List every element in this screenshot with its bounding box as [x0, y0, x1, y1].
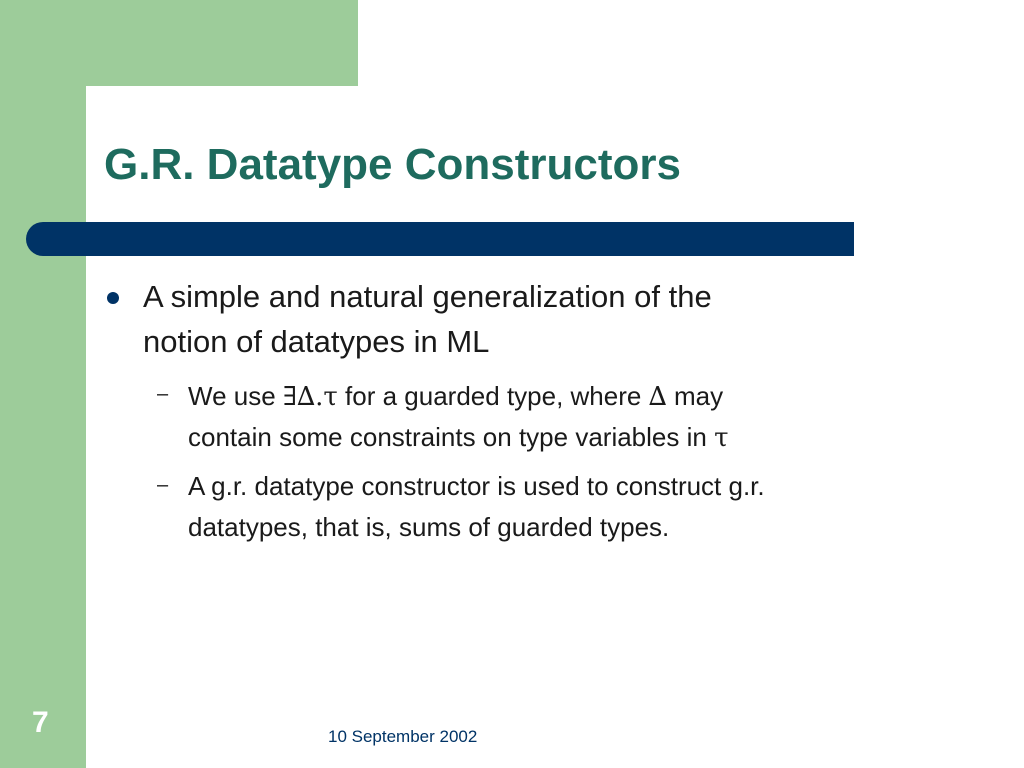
page-number: 7 — [32, 706, 49, 739]
sub-bullet-1-line-2 — [188, 417, 728, 458]
delta-symbol: ∆ — [648, 382, 667, 412]
sub-bullet-1-line-1 — [188, 376, 723, 417]
bullet-1-line-2: notion of datatypes in ML — [143, 324, 490, 359]
bullet-1-line-1: A simple and natural generalization of the — [143, 279, 712, 314]
sub-bullet-1-text-c: may — [666, 381, 724, 411]
guarded-type-symbol: ∃∆.τ — [282, 382, 338, 412]
tau-symbol: τ — [714, 423, 729, 453]
sub-bullet-2-line-1: A g.r. datatype constructor is used to construct g.r. — [188, 471, 765, 501]
sub-bullet-dash: – — [157, 383, 169, 405]
footer-date: 10 September 2002 — [328, 727, 478, 746]
sub-bullet-2-line-2: datatypes, that is, sums of guarded types. — [188, 512, 670, 542]
slide-title: G.R. Datatype Constructors — [104, 140, 681, 189]
bullet-dot — [107, 292, 119, 304]
sub-bullet-1-text-b: for a guarded type, where — [337, 381, 649, 411]
sub-bullet-1-text-a: We use — [188, 381, 283, 411]
sub-bullet-1-text-d: contain some constraints on type variables in — [188, 422, 715, 452]
sub-bullet-dash: – — [157, 474, 169, 496]
